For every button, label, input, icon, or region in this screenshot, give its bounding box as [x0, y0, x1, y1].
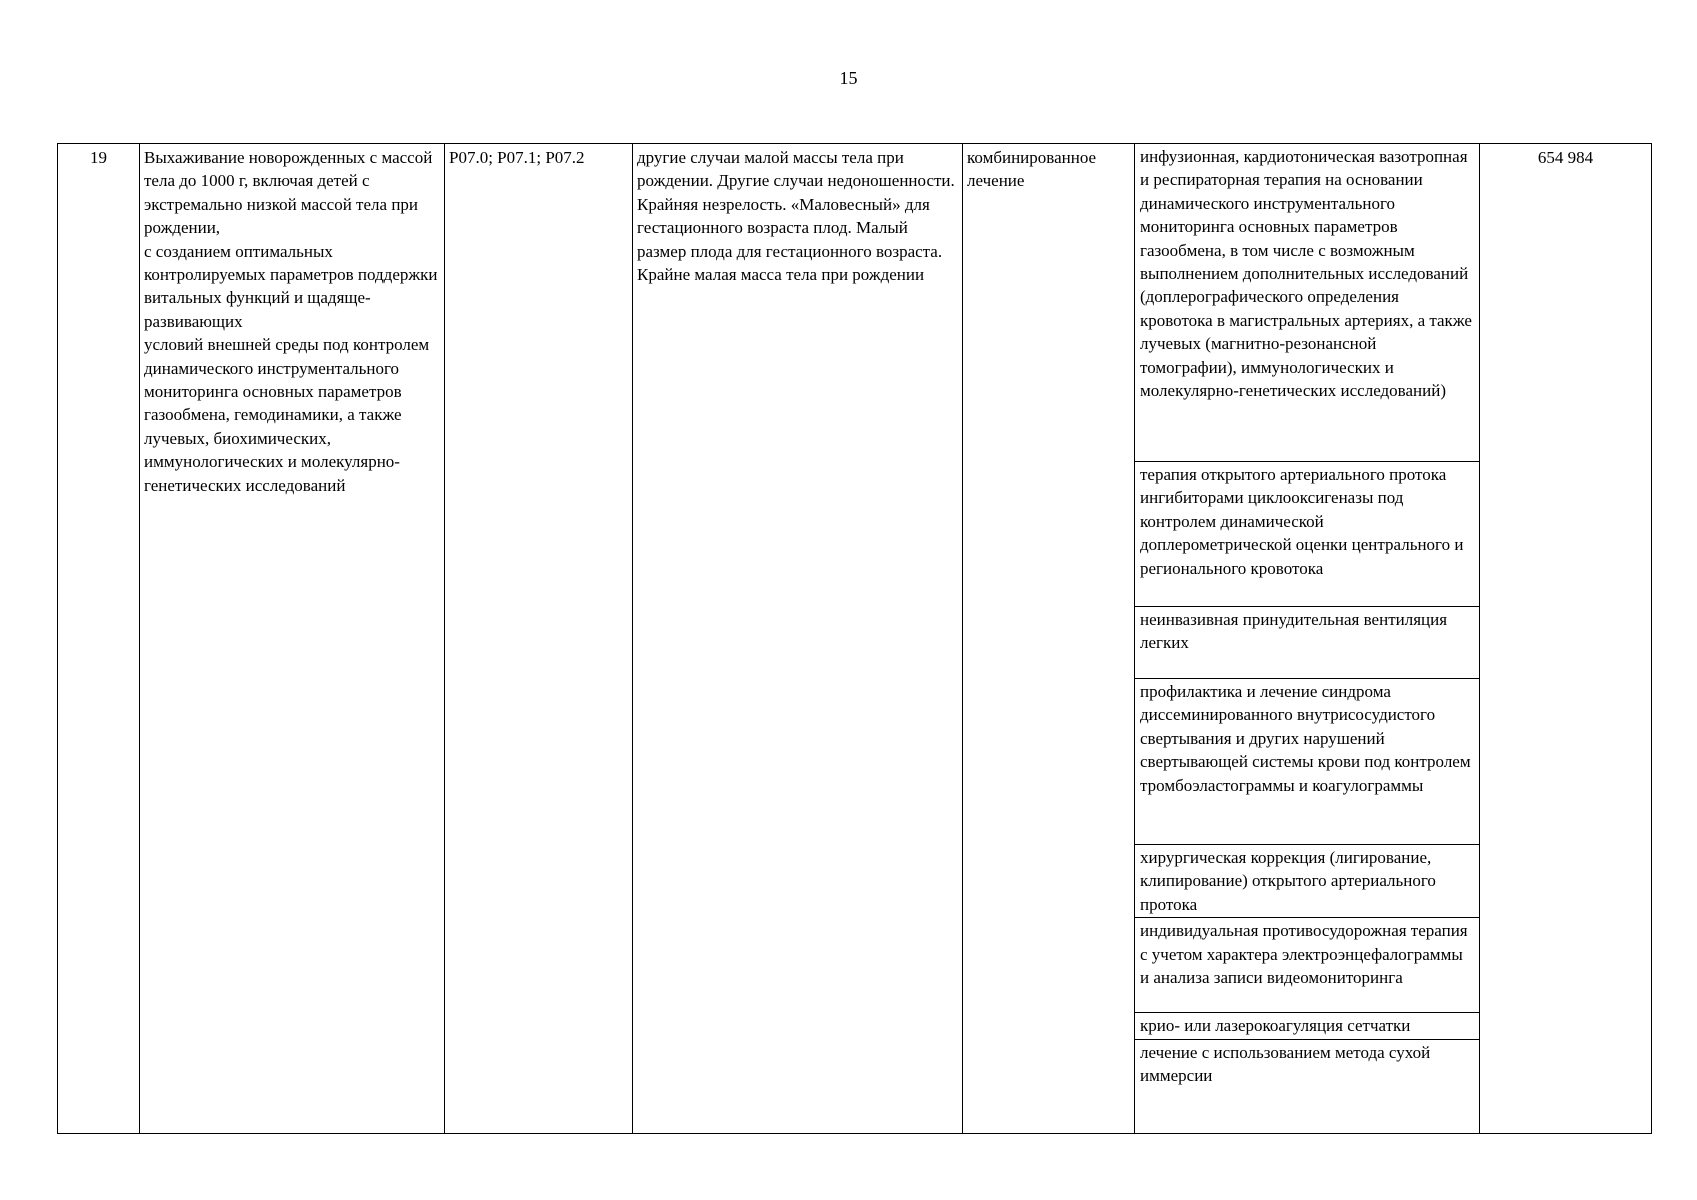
icd-codes: P07.0; P07.1; P07.2 [449, 148, 585, 167]
method-cell [1135, 845, 1480, 918]
diagnosis-cell [633, 144, 963, 1134]
cost-cell [1480, 144, 1652, 1134]
treatment-type: комбинированное лечение [967, 148, 1097, 191]
care-type-name: Выхаживание новорожденных с массой тела до 1000 г, включая детей с экстремально низкой массой тела при рождении, с созданием оптимальных контролируемых параметров поддержки витальных функций и щадяще-развивающих условий внешней среды под контролем динамического инструментального мониторинга основных параметров газообмена, гемодинамики, а также лучевых, биохимических, иммунологических и молекулярно-генетических исследований [144, 148, 438, 495]
cost-value: 654 984 [1537, 148, 1594, 167]
method-text: терапия открытого артериального протока ингибиторами циклооксигеназы под контролем динамической доплерометрической оценки центрального и регионального кровотока [1140, 465, 1464, 578]
row-number-cell [58, 144, 140, 1134]
method-text: лечение с использованием метода сухой иммерсии [1140, 1042, 1431, 1086]
care-type-cell [140, 144, 445, 1134]
table-row [58, 144, 1652, 462]
method-cell [1135, 607, 1480, 679]
treatment-type-cell [963, 144, 1135, 1134]
method-cell [1135, 918, 1480, 1013]
method-text: крио- или лазерокоагуляция сетчатки [1140, 1016, 1411, 1036]
row-number: 19 [90, 148, 107, 167]
page-number: 15 [839, 68, 858, 88]
method-cell [1135, 1039, 1480, 1133]
icd-codes-cell [445, 144, 633, 1134]
medical-care-table [57, 143, 1652, 1134]
method-text: инфузионная, кардиотоническая вазотропная и респираторная терапия на основании динамического инструментального мониторинга основных параметров газообмена, в том числе с возможным выполнением дополнительных исследований (доплерографического определения кровотока в магистральных артериях, а также лучевых (магнитно-резонансной томографии), иммунологических и молекулярно-генетических исследований) [1140, 147, 1472, 401]
method-cell [1135, 679, 1480, 845]
method-text: индивидуальная противосудорожная терапия с учетом характера электроэнцефалограммы и анализа записи видеомониторинга [1140, 921, 1468, 988]
method-cell [1135, 462, 1480, 607]
diagnosis-text: другие случаи малой массы тела при рождении. Другие случаи недоношенности. Крайняя незрелость. «Маловесный» для гестационного возраста плод. Малый размер плода для гестационного возраста. Крайне малая масса тела при рождении [637, 148, 955, 285]
method-cell [1135, 1013, 1480, 1039]
method-text: хирургическая коррекция (лигирование, клипирование) открытого артериального протока [1140, 848, 1436, 914]
method-cell [1135, 144, 1480, 462]
method-text: неинвазивная принудительная вентиляция легких [1140, 610, 1448, 653]
method-text: профилактика и лечение синдрома диссеминированного внутрисосудистого свертывания и других нарушений свертывающей системы крови под контролем тромбоэластограммы и коагулограммы [1140, 682, 1471, 795]
